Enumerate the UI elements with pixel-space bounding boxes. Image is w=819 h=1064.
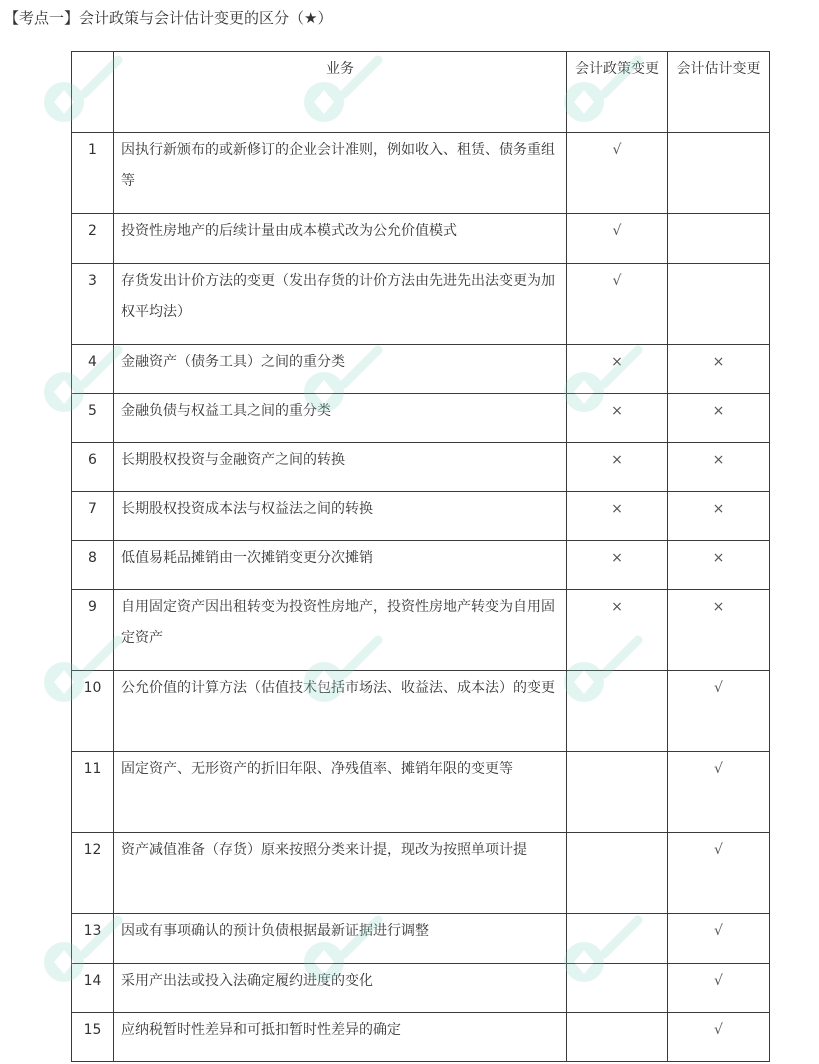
table-row <box>72 541 770 590</box>
row-estimate-mark <box>668 133 770 214</box>
row-estimate-mark: × <box>668 394 770 443</box>
row-number: 15 <box>72 1013 114 1062</box>
table-row <box>72 914 770 964</box>
row-estimate-mark: × <box>668 492 770 541</box>
row-number: 2 <box>72 214 114 264</box>
table-row <box>72 443 770 492</box>
table-row <box>72 345 770 394</box>
row-policy-mark: × <box>567 345 668 394</box>
row-policy-mark: × <box>567 394 668 443</box>
header-num <box>72 52 114 133</box>
table-row <box>72 752 770 833</box>
row-policy-mark <box>567 914 668 964</box>
row-policy-mark <box>567 964 668 1013</box>
row-number: 1 <box>72 133 114 214</box>
row-policy-mark <box>567 752 668 833</box>
table-row <box>72 671 770 752</box>
table-row <box>72 492 770 541</box>
row-business: 金融资产（债务工具）之间的重分类 <box>114 345 567 394</box>
table-row <box>72 590 770 671</box>
row-estimate-mark: √ <box>668 752 770 833</box>
row-policy-mark: √ <box>567 264 668 345</box>
row-estimate-mark: √ <box>668 914 770 964</box>
row-number: 11 <box>72 752 114 833</box>
row-policy-mark: × <box>567 541 668 590</box>
table-header-row <box>72 52 770 133</box>
header-policy-change: 会计政策变更 <box>567 52 668 133</box>
page-title: 【考点一】会计政策与会计估计变更的区分（★） <box>4 9 333 27</box>
row-business: 资产减值准备（存货）原来按照分类来计提，现改为按照单项计提 <box>114 833 567 914</box>
row-number: 12 <box>72 833 114 914</box>
row-policy-mark: × <box>567 590 668 671</box>
table-row <box>72 214 770 264</box>
row-policy-mark <box>567 671 668 752</box>
row-business: 固定资产、无形资产的折旧年限、净残值率、摊销年限的变更等 <box>114 752 567 833</box>
row-business: 低值易耗品摊销由一次摊销变更分次摊销 <box>114 541 567 590</box>
row-business: 应纳税暂时性差异和可抵扣暂时性差异的确定 <box>114 1013 567 1062</box>
row-number: 9 <box>72 590 114 671</box>
row-business: 公允价值的计算方法（估值技术包括市场法、收益法、成本法）的变更 <box>114 671 567 752</box>
row-policy-mark <box>567 833 668 914</box>
row-number: 8 <box>72 541 114 590</box>
row-estimate-mark: √ <box>668 1013 770 1062</box>
table-row <box>72 833 770 914</box>
row-policy-mark: × <box>567 443 668 492</box>
row-number: 10 <box>72 671 114 752</box>
table-row <box>72 1013 770 1062</box>
row-estimate-mark: × <box>668 590 770 671</box>
row-estimate-mark: √ <box>668 833 770 914</box>
row-business: 金融负债与权益工具之间的重分类 <box>114 394 567 443</box>
row-estimate-mark <box>668 264 770 345</box>
row-estimate-mark: × <box>668 443 770 492</box>
row-business: 自用固定资产因出租转变为投资性房地产，投资性房地产转变为自用固定资产 <box>114 590 567 671</box>
row-number: 7 <box>72 492 114 541</box>
row-estimate-mark <box>668 214 770 264</box>
row-business: 因或有事项确认的预计负债根据最新证据进行调整 <box>114 914 567 964</box>
row-estimate-mark: √ <box>668 671 770 752</box>
table-body <box>72 133 770 1062</box>
row-number: 14 <box>72 964 114 1013</box>
row-policy-mark: √ <box>567 214 668 264</box>
row-number: 5 <box>72 394 114 443</box>
row-number: 13 <box>72 914 114 964</box>
row-number: 6 <box>72 443 114 492</box>
row-business: 采用产出法或投入法确定履约进度的变化 <box>114 964 567 1013</box>
table-row <box>72 133 770 214</box>
table-row <box>72 264 770 345</box>
row-number: 3 <box>72 264 114 345</box>
row-business: 存货发出计价方法的变更（发出存货的计价方法由先进先出法变更为加权平均法） <box>114 264 567 345</box>
row-policy-mark: × <box>567 492 668 541</box>
row-estimate-mark: √ <box>668 964 770 1013</box>
row-estimate-mark: × <box>668 541 770 590</box>
header-estimate-change: 会计估计变更 <box>668 52 770 133</box>
row-estimate-mark: × <box>668 345 770 394</box>
table-row <box>72 964 770 1013</box>
header-business: 业务 <box>114 52 567 133</box>
row-business: 长期股权投资与金融资产之间的转换 <box>114 443 567 492</box>
table-row <box>72 394 770 443</box>
row-business: 投资性房地产的后续计量由成本模式改为公允价值模式 <box>114 214 567 264</box>
row-policy-mark <box>567 1013 668 1062</box>
row-policy-mark: √ <box>567 133 668 214</box>
row-number: 4 <box>72 345 114 394</box>
row-business: 长期股权投资成本法与权益法之间的转换 <box>114 492 567 541</box>
row-business: 因执行新颁布的或新修订的企业会计准则，例如收入、租赁、债务重组等 <box>114 133 567 214</box>
comparison-table <box>71 51 770 1062</box>
